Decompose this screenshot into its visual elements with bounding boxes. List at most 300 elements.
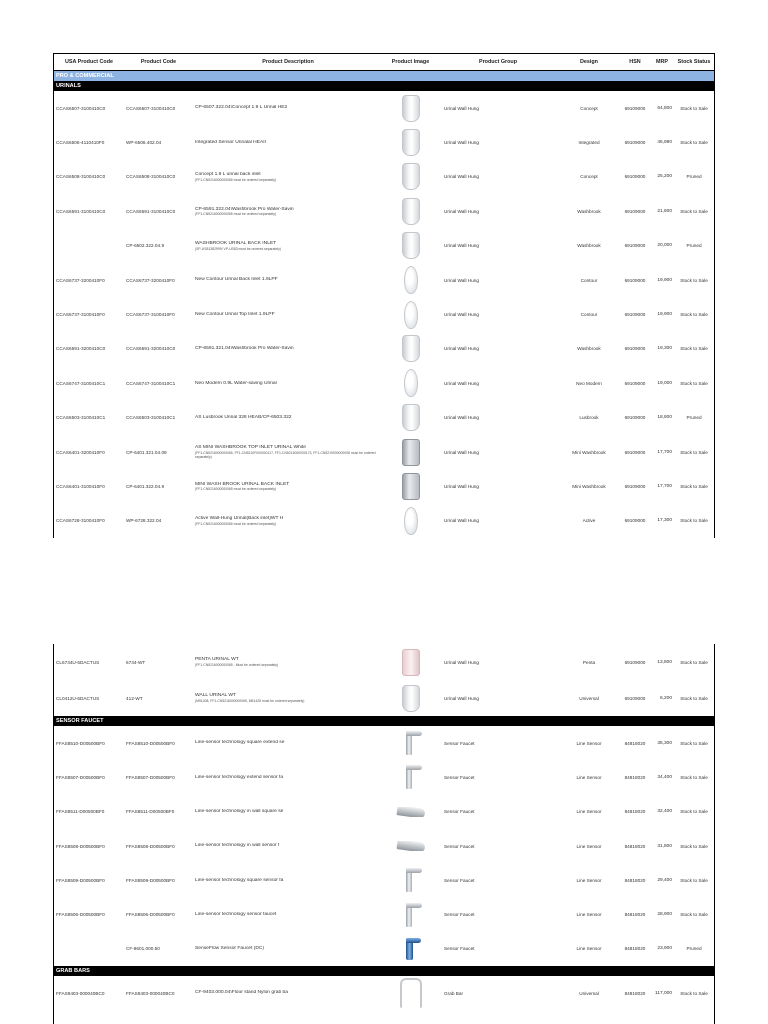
table-row [54, 469, 714, 503]
product-image-cell [383, 473, 438, 500]
description-text: Active Wall-Hung Urinal(Back inlet)WT H [195, 516, 284, 522]
mrp-cell: 19,900 [657, 312, 672, 318]
design-cell: Line Sensor [576, 946, 602, 952]
product-image-cell [383, 335, 438, 362]
product-code-cell: WP-6506.402.04 [126, 140, 162, 146]
hsn-cell: 69109000 [624, 449, 646, 455]
description-text: Neo Modern 0.9L Water-saving Urinal [195, 380, 277, 386]
hsn-cell: 69109000 [624, 174, 646, 180]
product-image-cell [383, 507, 438, 535]
usa-code-cell: FFAS8507-D00500BF0 [56, 774, 105, 780]
product-code-cell: CP-6502.322.04.9 [126, 243, 165, 249]
product-group-cell: Urinal Wall Hung [444, 659, 479, 665]
table-row [54, 229, 714, 263]
mrp-cell: 18,800 [657, 415, 672, 421]
hsn-cell: 69109000 [624, 380, 646, 386]
urinal-icon [402, 198, 420, 225]
stock-status-cell: Pruned [686, 415, 702, 421]
product-group-cell: Sensor Faucet [444, 740, 475, 746]
product-group-cell: Urinal Wall Hung [444, 277, 479, 283]
product-group-cell: Urinal Wall Hung [444, 174, 479, 180]
product-code-cell: WP-6728.322.04 [126, 518, 162, 524]
faucet-icon [398, 729, 424, 757]
urinal-icon [402, 95, 420, 122]
product-image-cell [383, 404, 438, 431]
product-code-cell: FFAS8508-D00500BF0 [126, 843, 175, 849]
faucet-icon [398, 763, 424, 791]
mrp-cell: 19,000 [657, 380, 672, 386]
design-cell: Mini Washbrook [572, 483, 606, 489]
description-text: CP-6591.322.04\Washbrook Pro Water-Savin [195, 206, 294, 212]
product-image-cell [383, 369, 438, 397]
description-cell [193, 809, 383, 815]
product-image-cell [383, 232, 438, 259]
table-row [54, 976, 714, 1010]
mrp-cell: 21,600 [657, 208, 672, 214]
mrp-cell: 13,800 [657, 659, 672, 665]
mrp-cell: 34,400 [657, 774, 672, 780]
hsn-cell: 84818020 [624, 843, 646, 849]
description-text: WALL URINAL WT [195, 693, 237, 699]
usa-code-cell: CCAS6747-3100410C1 [56, 380, 106, 386]
description-cell [193, 740, 383, 746]
product-image-cell [383, 301, 438, 329]
col-mrp: MRP [656, 59, 668, 65]
design-cell: Line Sensor [576, 774, 602, 780]
product-image-cell [383, 266, 438, 294]
product-code-cell: FFAS9403-000040BC0 [126, 990, 175, 996]
design-cell: Concept [580, 105, 598, 111]
description-cell [193, 241, 383, 251]
design-cell: Line Sensor [576, 809, 602, 815]
product-group-cell: Urinal Wall Hung [444, 140, 479, 146]
product-code-cell: CP-6401.322.04.9 [126, 483, 165, 489]
product-image-cell [383, 439, 438, 466]
description-text: AS Lusbrook Urinal 328 HEAB/CP-6503.322 [195, 414, 292, 420]
description-text: Integrated Sensor Urinalal HEAII [195, 139, 266, 145]
usa-code-cell: CCAS6508-3100410C0 [56, 174, 106, 180]
product-code-cell: CCAS6503-3100410C1 [126, 415, 176, 421]
description-text: Line-sensor technology sensor faucet [195, 911, 277, 917]
usa-code-cell: FFAS8511-D00500BF0 [56, 809, 105, 815]
price-list-sheet-top [53, 53, 715, 538]
design-cell: Line Sensor [576, 912, 602, 918]
design-cell: Washbrook [577, 346, 601, 352]
description-text: Line-sensor technology in wall square se [195, 808, 284, 814]
product-code-cell: CCAS6737-3200410F0 [126, 277, 175, 283]
product-image-cell [383, 649, 438, 676]
section-band-urinals: URINALS [54, 81, 714, 91]
description-cell [193, 346, 383, 352]
description-text: Concept 1.9 L urinal back inlet [195, 172, 261, 178]
design-cell: Washbrook [577, 208, 601, 214]
product-code-cell: CCAS6591-3100410C0 [126, 208, 176, 214]
description-cell [193, 516, 383, 526]
design-cell: Contour [580, 277, 598, 283]
mrp-cell: 6,200 [659, 695, 672, 701]
hsn-cell: 84818020 [624, 946, 646, 952]
faucet-icon [398, 901, 424, 929]
product-code-cell: 6734-WT [126, 659, 146, 665]
table-row [54, 680, 714, 716]
design-cell: Integrated [578, 140, 600, 146]
mrp-cell: 46,990 [657, 140, 672, 146]
description-cell [193, 482, 383, 492]
table-header [54, 54, 714, 71]
col-stock: Stock Status [677, 59, 711, 65]
design-cell: Line Sensor [576, 843, 602, 849]
hsn-cell: 84818020 [624, 912, 646, 918]
mrp-cell: 17,700 [657, 483, 672, 489]
product-group-cell: Urinal Wall Hung [444, 415, 479, 421]
usa-code-cell: FFAS8509-D00500BF0 [56, 877, 105, 883]
table-row [54, 504, 714, 538]
table-row [54, 726, 714, 760]
design-cell: Penta [582, 659, 596, 665]
hsn-cell: 69109000 [624, 208, 646, 214]
usa-code-cell: CCAS6506-4110410F0 [56, 140, 105, 146]
description-cell [193, 657, 383, 667]
product-image-cell [383, 841, 438, 851]
product-group-cell: Urinal Wall Hung [444, 243, 479, 249]
mrp-cell: 31,800 [657, 843, 672, 849]
mrp-cell: 64,800 [657, 105, 672, 111]
description-cell [193, 381, 383, 387]
grab-bars-table-body [54, 976, 714, 1010]
stock-status-cell: Stock to Sale [680, 105, 708, 111]
product-code-cell: CCAS6507-3100410C0 [126, 105, 176, 111]
mrp-cell: 20,000 [657, 243, 672, 249]
hsn-cell: 69109000 [624, 105, 646, 111]
stock-status-cell: Stock to Sale [680, 277, 708, 283]
urinals-table-body-continued [54, 644, 714, 716]
usa-code-cell: FFAS8508-D00500BF0 [56, 843, 105, 849]
table-row [54, 125, 714, 159]
description-cell [193, 172, 383, 182]
product-code-cell: FFAS8507-D00500BF0 [126, 774, 175, 780]
mrp-cell: 17,300 [657, 518, 672, 524]
description-cell [193, 415, 383, 421]
design-cell: Universal [579, 695, 599, 701]
description-text: CF-9403.000.04\Floor stand Nylon grab ba [195, 990, 288, 996]
product-code-cell: 412-WT [126, 695, 143, 701]
design-cell: Contour [580, 312, 598, 318]
product-image-cell [383, 729, 438, 757]
stock-status-cell: Stock to Sale [680, 518, 708, 524]
description-text: CP-6591.321.04\Washbrook Pro Water-Savin [195, 346, 294, 352]
table-row [54, 897, 714, 931]
product-code-cell: FFAS8509-D00500BF0 [126, 877, 175, 883]
description-cell [193, 990, 383, 996]
product-code-cell: CCAS6508-3100410C0 [126, 174, 176, 180]
table-row [54, 401, 714, 435]
description-note: (SP-US81382999/ VP-US83 must be ordered separately) [195, 246, 281, 251]
mrp-cell: 25,200 [657, 174, 672, 180]
product-image-cell [383, 807, 438, 817]
stock-status-cell: Pruned [686, 174, 702, 180]
hsn-cell: 69109000 [624, 277, 646, 283]
design-cell: Washbrook [577, 243, 601, 249]
mrp-cell: 19,900 [657, 277, 672, 283]
price-list-sheet-bottom [53, 644, 715, 1024]
design-cell: Concept [580, 174, 598, 180]
table-row [54, 91, 714, 125]
description-cell [193, 277, 383, 283]
design-cell: Active [582, 518, 596, 524]
table-row [54, 366, 714, 400]
product-image-cell [383, 685, 438, 712]
description-text: PENTA URINAL WT [195, 657, 239, 663]
urinal-round-icon [404, 369, 418, 397]
usa-code-cell: CCAS6737-3200410F0 [56, 277, 105, 283]
product-group-cell: Urinal Wall Hung [444, 483, 479, 489]
description-text: Line-sensor technology extend sensor fa [195, 774, 284, 780]
product-group-cell: Urinal Wall Hung [444, 105, 479, 111]
product-group-cell: Sensor Faucet [444, 877, 475, 883]
description-note: (FF1-CN5216000000065, FF1-CN5210F000000117, FF1-CN5216000000173, FF1-CN5219000000008 must be ordered separately) [195, 450, 376, 459]
table-row [54, 795, 714, 829]
col-image: Product Image [391, 59, 430, 65]
description-text: AS MINI WASHBROOK TOP INLET URINAL White [195, 445, 306, 451]
usa-code-cell: CCAS6503-3100410C1 [56, 415, 106, 421]
hsn-cell: 69109000 [624, 415, 646, 421]
col-design: Design [580, 59, 598, 65]
description-cell [193, 946, 383, 952]
description-cell [193, 312, 383, 318]
product-code-cell: CCAS6747-3100410C1 [126, 380, 176, 386]
description-text: WASHBROOK URINAL BACK INLET [195, 240, 277, 246]
product-group-cell: Urinal Wall Hung [444, 695, 479, 701]
usa-code-cell: CL6734U-6DACTUS [56, 659, 100, 665]
usa-code-cell: CCAS6591-3100410C0 [56, 208, 106, 214]
product-image-cell [383, 936, 438, 962]
sensor-faucet-table-body [54, 726, 714, 966]
design-cell: Line Sensor [576, 740, 602, 746]
table-row [54, 160, 714, 194]
product-code-cell: CCAS6737-3100410F0 [126, 312, 175, 318]
design-cell: Universal [579, 990, 599, 996]
urinal-dark-icon [402, 473, 420, 500]
hsn-cell: 69109000 [624, 140, 646, 146]
product-group-cell: Urinal Wall Hung [444, 518, 479, 524]
mrp-cell: 117,000 [655, 990, 672, 996]
col-description: Product Description [262, 59, 314, 65]
hsn-cell: 84818020 [624, 877, 646, 883]
urinal-dark-icon [402, 439, 420, 466]
description-text: Line-sensor technology square sensor fa [195, 877, 284, 883]
stock-status-cell: Stock to Sale [680, 312, 708, 318]
urinal-icon [402, 129, 420, 156]
mrp-cell: 23,900 [657, 946, 672, 952]
product-code-cell: FFAS8506-D00500BF0 [126, 912, 175, 918]
urinal-icon [402, 163, 420, 190]
wall-faucet-icon [396, 841, 425, 851]
stock-status-cell: Stock to Sale [680, 140, 708, 146]
urinal-round-icon [404, 507, 418, 535]
stock-status-cell: Stock to Sale [680, 809, 708, 815]
description-note: (FF1-CN5216000000065 must be ordered separately) [195, 177, 277, 182]
product-image-cell [383, 129, 438, 156]
col-group: Product Group [478, 59, 518, 65]
design-cell: Line Sensor [576, 877, 602, 883]
product-group-cell: Sensor Faucet [444, 912, 475, 918]
hsn-cell: 84818020 [624, 740, 646, 746]
hsn-cell: 69109000 [624, 312, 646, 318]
product-code-cell: FFAS8510-D00500BF0 [126, 740, 175, 746]
product-group-cell: Sensor Faucet [444, 809, 475, 815]
col-product-code: Product Code [140, 59, 177, 65]
usa-code-cell: FFAS8506-D00500BF0 [56, 912, 105, 918]
description-cell [193, 140, 383, 146]
hsn-cell: 84818020 [624, 809, 646, 815]
product-code-cell: CF-8601.000.50 [126, 946, 160, 952]
stock-status-cell: Stock to Sale [680, 990, 708, 996]
usa-code-cell: FFAS9403-000040BC0 [56, 990, 105, 996]
product-group-cell: Sensor Faucet [444, 946, 475, 952]
description-text: SenseFlow Sensor Faucet (DC) [195, 946, 265, 952]
table-row [54, 760, 714, 794]
description-cell [193, 843, 383, 849]
usa-code-cell: CCAS6737-3100410F0 [56, 312, 105, 318]
description-cell [193, 445, 383, 459]
hsn-cell: 69109000 [624, 483, 646, 489]
design-cell: Neo Modern [576, 380, 602, 386]
product-group-cell: Urinal Wall Hung [444, 380, 479, 386]
usa-code-cell: CCAS6728-3100410F0 [56, 518, 105, 524]
product-image-cell [383, 95, 438, 122]
stock-status-cell: Stock to Sale [680, 483, 708, 489]
usa-code-cell: CCAS6401-3100410F0 [56, 483, 105, 489]
mrp-cell: 28,900 [657, 912, 672, 918]
stock-status-cell: Stock to Sale [680, 346, 708, 352]
description-cell [193, 912, 383, 918]
mrp-cell: 32,400 [657, 809, 672, 815]
col-usa-code: USA Product Code [64, 59, 114, 65]
usa-code-cell: CCAS6507-3100410C0 [56, 105, 106, 111]
description-text: Line-sensor technology square extend se [195, 740, 285, 746]
col-hsn: HSN [629, 59, 641, 65]
table-row [54, 863, 714, 897]
usa-code-cell: CCAS6591-3200410C0 [56, 346, 106, 352]
hsn-cell: 69109000 [624, 659, 646, 665]
product-group-cell: Sensor Faucet [444, 774, 475, 780]
stock-status-cell: Stock to Sale [680, 843, 708, 849]
table-row [54, 644, 714, 680]
description-cell [193, 105, 383, 111]
hsn-cell: 69109000 [624, 695, 646, 701]
stock-status-cell: Stock to Sale [680, 740, 708, 746]
blue-faucet-icon [401, 936, 421, 962]
stock-status-cell: Stock to Sale [680, 659, 708, 665]
urinal-icon [402, 335, 420, 362]
product-code-cell: CCAS6591-3200410C0 [126, 346, 176, 352]
mrp-cell: 35,300 [657, 740, 672, 746]
usa-code-cell: CL0412U-6DACTUS [56, 695, 100, 701]
urinal-icon [402, 232, 420, 259]
urinal-pink-icon [402, 649, 420, 676]
stock-status-cell: Stock to Sale [680, 208, 708, 214]
section-band-grab-bars: GRAB BARS [54, 966, 714, 976]
description-cell [193, 775, 383, 781]
mrp-cell: 29,400 [657, 877, 672, 883]
segment-band: PRO & COMMERCIAL [54, 71, 714, 81]
product-group-cell: Urinal Wall Hung [444, 312, 479, 318]
product-image-cell [383, 978, 438, 1008]
section-band-sensor-faucet: SENSOR FAUCET [54, 716, 714, 726]
product-group-cell: Grab Bar [444, 990, 464, 996]
table-row [54, 332, 714, 366]
description-note: (FF1-CN5216000000065 must be ordered separately) [195, 521, 277, 526]
urinal-icon [402, 685, 420, 712]
hsn-cell: 84818020 [624, 990, 646, 996]
stock-status-cell: Stock to Sale [680, 877, 708, 883]
stock-status-cell: Stock to Sale [680, 695, 708, 701]
table-row [54, 435, 714, 469]
product-image-cell [383, 901, 438, 929]
product-image-cell [383, 198, 438, 225]
design-cell: Mini Washbrook [572, 449, 606, 455]
description-cell [193, 207, 383, 217]
usa-code-cell: CCAS6401-3200410F0 [56, 449, 105, 455]
table-row [54, 194, 714, 228]
urinal-round-icon [404, 301, 418, 329]
product-code-cell: CP-6401.321.04.09 [126, 449, 167, 455]
description-note: (FF1-CN5216000000065 - Must be ordered separately) [195, 662, 279, 667]
urinals-table-body [54, 91, 714, 538]
stock-status-cell: Stock to Sale [680, 774, 708, 780]
mrp-cell: 17,700 [657, 449, 672, 455]
table-row [54, 932, 714, 966]
stock-status-cell: Stock to Sale [680, 912, 708, 918]
product-code-cell: FFAS8511-D00500BF0 [126, 809, 175, 815]
urinal-round-icon [404, 266, 418, 294]
design-cell: Lusbrook [579, 415, 599, 421]
stock-status-cell: Pruned [686, 243, 702, 249]
stock-status-cell: Pruned [686, 946, 702, 952]
product-image-cell [383, 163, 438, 190]
product-image-cell [383, 763, 438, 791]
faucet-icon [398, 866, 424, 894]
grab-bar-icon [400, 978, 422, 1008]
description-note: (M51408, FF1-CN5216000000065, M51428 must be ordered separately) [195, 698, 305, 703]
description-note: (FF1-CN5216000000065 must be ordered separately) [195, 487, 277, 492]
description-cell [193, 693, 383, 703]
table-row [54, 829, 714, 863]
description-text: New Contour Urinal Top Inlet 1.9LPF [195, 311, 275, 317]
product-group-cell: Sensor Faucet [444, 843, 475, 849]
table-row [54, 297, 714, 331]
product-image-cell [383, 866, 438, 894]
description-text: New Contour Urinal Back Inlet 1.9LPF [195, 277, 278, 283]
description-cell [193, 878, 383, 884]
description-text: CP-6507.322.04\Concept 1.9 L Urinal HE2 [195, 105, 288, 111]
hsn-cell: 69109000 [624, 346, 646, 352]
product-group-cell: Urinal Wall Hung [444, 208, 479, 214]
description-text: Line-sensor technology in wall sensor f [195, 843, 280, 849]
table-row [54, 263, 714, 297]
hsn-cell: 69109000 [624, 243, 646, 249]
product-group-cell: Urinal Wall Hung [444, 346, 479, 352]
description-note: (FF1-CN5216000000065 must be ordered separately) [195, 212, 277, 217]
product-group-cell: Urinal Wall Hung [444, 449, 479, 455]
hsn-cell: 84818020 [624, 774, 646, 780]
mrp-cell: 19,300 [657, 346, 672, 352]
stock-status-cell: Stock to Sale [680, 380, 708, 386]
usa-code-cell: FFAS8510-D00500BF0 [56, 740, 105, 746]
urinal-icon [402, 404, 420, 431]
description-text: MINI WASH BROOK URINAL BACK INLET [195, 481, 290, 487]
stock-status-cell: Stock to Sale [680, 449, 708, 455]
